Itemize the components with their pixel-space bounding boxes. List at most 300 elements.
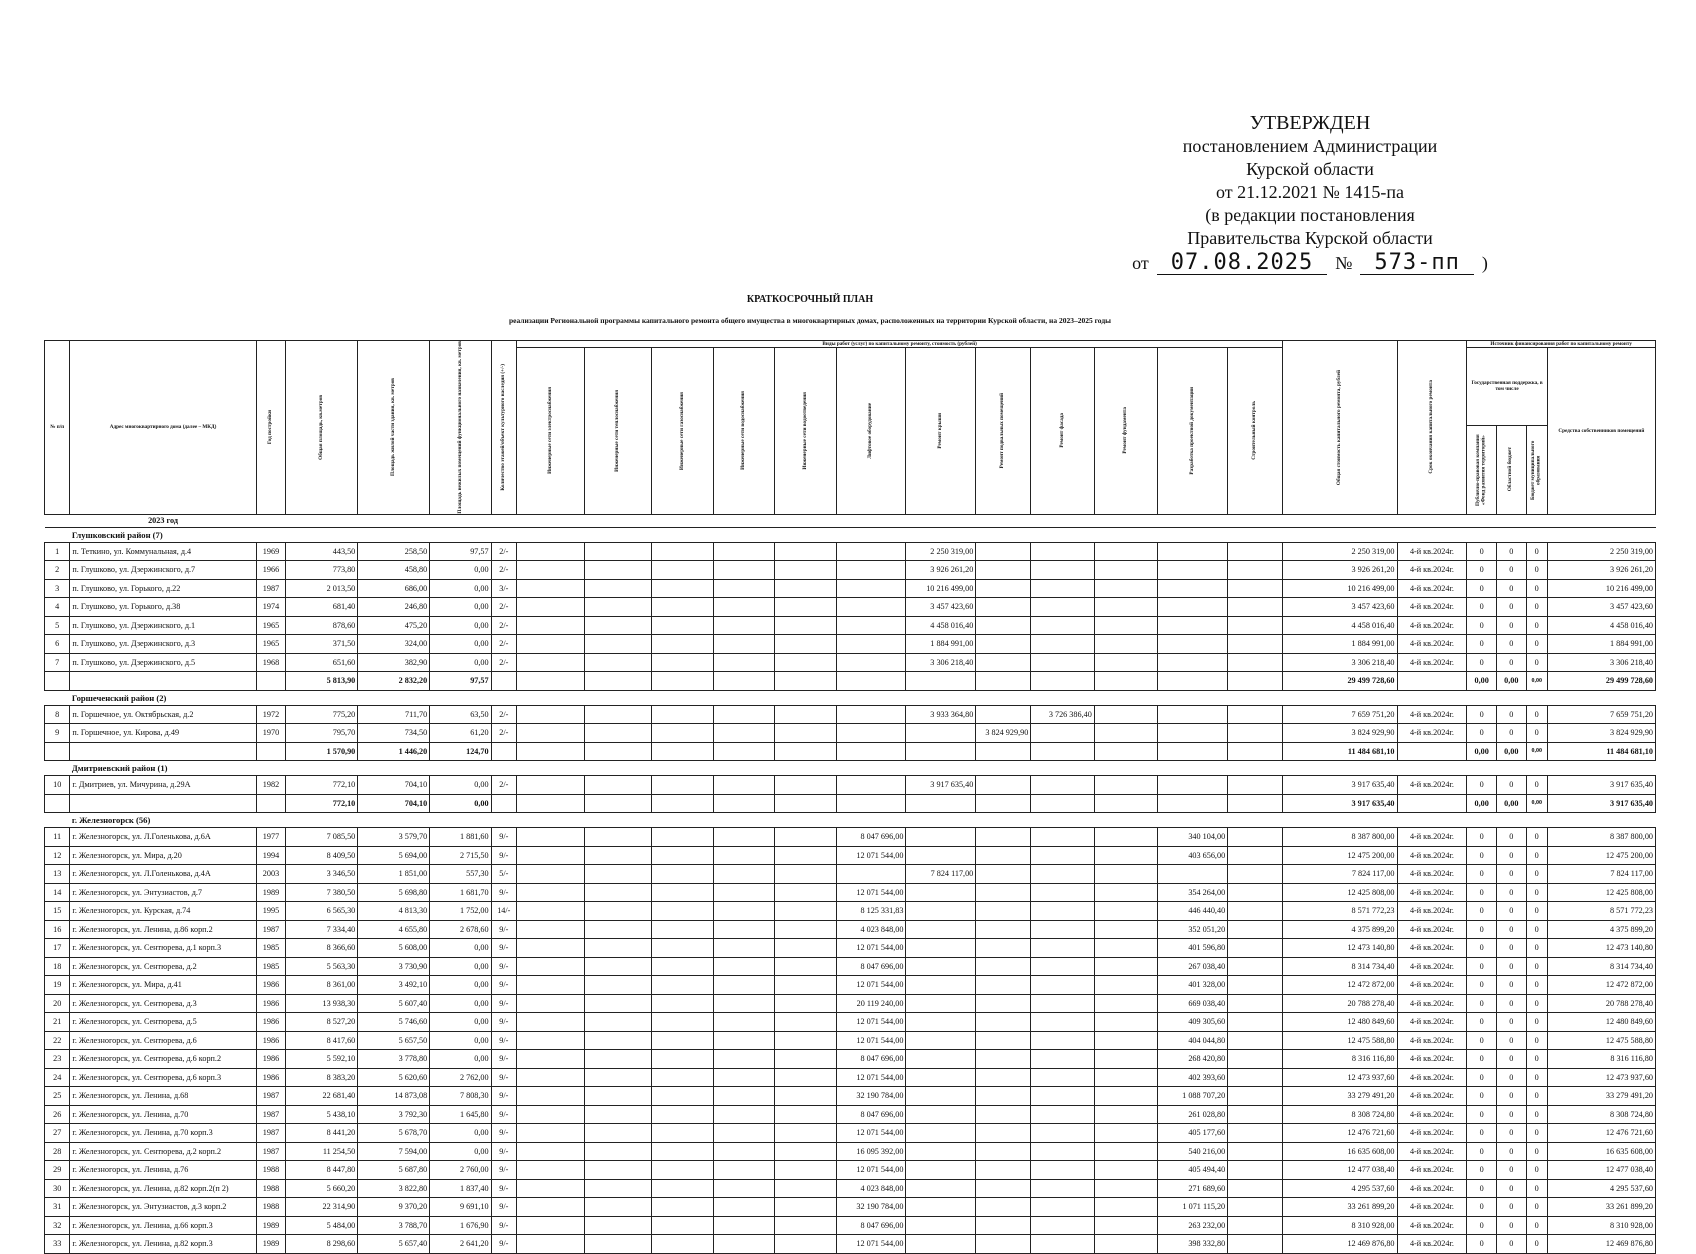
row-year: 1969 bbox=[256, 542, 286, 561]
row-work-empty bbox=[1228, 542, 1283, 561]
row-deadline: 4-й кв.2024г. bbox=[1397, 865, 1467, 884]
header-state-group: Государственная поддержка, в том числе bbox=[1467, 348, 1547, 426]
row-work-empty bbox=[1094, 776, 1158, 795]
section-name: Горшеченский район (2) bbox=[70, 690, 1656, 705]
row-work-empty bbox=[584, 976, 652, 995]
row-work-empty bbox=[1094, 1142, 1158, 1161]
row-floors: 9/- bbox=[491, 1216, 516, 1235]
row-regional: 0 bbox=[1496, 828, 1526, 847]
row-deadline: 4-й кв.2024г. bbox=[1397, 1198, 1467, 1217]
row-res-area: 5 657,40 bbox=[358, 1235, 430, 1254]
row-work-empty bbox=[517, 976, 585, 995]
total-spacer bbox=[70, 742, 256, 761]
row-work-design: 669 038,40 bbox=[1158, 994, 1228, 1013]
total-spacer bbox=[491, 672, 516, 691]
row-work-empty bbox=[584, 1142, 652, 1161]
total-spacer bbox=[976, 742, 1031, 761]
row-work-lift: 8 047 696,00 bbox=[836, 957, 906, 976]
row-nonres-area: 2 641,20 bbox=[430, 1235, 491, 1254]
row-deadline: 4-й кв.2024г. bbox=[1397, 957, 1467, 976]
row-work-empty bbox=[775, 1105, 836, 1124]
row-municipal: 0 bbox=[1526, 616, 1547, 635]
row-fund: 0 bbox=[1467, 994, 1497, 1013]
row-work-empty bbox=[713, 561, 774, 580]
row-work-empty bbox=[584, 994, 652, 1013]
row-regional: 0 bbox=[1496, 939, 1526, 958]
row-fund: 0 bbox=[1467, 542, 1497, 561]
row-number: 23 bbox=[45, 1050, 70, 1069]
row-year: 1986 bbox=[256, 1068, 286, 1087]
row-work-empty bbox=[713, 1105, 774, 1124]
row-owners: 12 476 721,60 bbox=[1547, 1124, 1655, 1143]
row-total-area: 8 361,00 bbox=[286, 976, 358, 995]
row-nonres-area: 2 678,60 bbox=[430, 920, 491, 939]
row-address: п. Глушково, ул. Горького, д.38 bbox=[70, 598, 256, 617]
row-work-empty bbox=[1158, 865, 1228, 884]
row-work-lift: 12 071 544,00 bbox=[836, 1013, 906, 1032]
row-work-empty bbox=[584, 1161, 652, 1180]
row-work-lift: 8 047 696,00 bbox=[836, 1050, 906, 1069]
row-owners: 10 216 499,00 bbox=[1547, 579, 1655, 598]
row-work-empty bbox=[584, 598, 652, 617]
header-work-gas: Инженерные сети газоснабжения bbox=[652, 348, 713, 515]
row-deadline: 4-й кв.2024г. bbox=[1397, 1068, 1467, 1087]
total-spacer bbox=[906, 794, 976, 813]
row-work-design: 1 071 115,20 bbox=[1158, 1198, 1228, 1217]
row-work-empty bbox=[584, 1216, 652, 1235]
row-fund: 0 bbox=[1467, 865, 1497, 884]
table-row bbox=[45, 1179, 1656, 1198]
row-res-area: 3 579,70 bbox=[358, 828, 430, 847]
row-owners: 12 469 876,80 bbox=[1547, 1235, 1655, 1254]
row-total-cost: 12 473 937,60 bbox=[1283, 1068, 1397, 1087]
row-res-area: 5 657,50 bbox=[358, 1031, 430, 1050]
row-work-empty bbox=[584, 1235, 652, 1254]
row-fund: 0 bbox=[1467, 828, 1497, 847]
plan-table-body bbox=[45, 514, 1656, 1253]
header-work-heat: Инженерные сети теплоснабжения bbox=[584, 348, 652, 515]
row-deadline: 4-й кв.2024г. bbox=[1397, 616, 1467, 635]
row-work-empty bbox=[652, 1050, 713, 1069]
row-work-empty bbox=[713, 616, 774, 635]
row-municipal: 0 bbox=[1526, 1105, 1547, 1124]
row-regional: 0 bbox=[1496, 976, 1526, 995]
row-res-area: 686,00 bbox=[358, 579, 430, 598]
row-municipal: 0 bbox=[1526, 1068, 1547, 1087]
row-work-empty bbox=[1228, 1142, 1283, 1161]
row-res-area: 3 822,80 bbox=[358, 1179, 430, 1198]
row-nonres-area: 7 808,30 bbox=[430, 1087, 491, 1106]
header-year: Год постройки bbox=[256, 341, 286, 515]
total-spacer bbox=[1094, 794, 1158, 813]
row-total-cost: 8 310 928,00 bbox=[1283, 1216, 1397, 1235]
row-res-area: 382,90 bbox=[358, 653, 430, 672]
row-nonres-area: 0,00 bbox=[430, 1142, 491, 1161]
row-work-design: 403 656,00 bbox=[1158, 846, 1228, 865]
row-work-empty bbox=[1094, 902, 1158, 921]
row-owners: 8 314 734,40 bbox=[1547, 957, 1655, 976]
row-regional: 0 bbox=[1496, 846, 1526, 865]
row-owners: 8 308 724,80 bbox=[1547, 1105, 1655, 1124]
row-work-empty bbox=[517, 939, 585, 958]
row-nonres-area: 0,00 bbox=[430, 1124, 491, 1143]
row-work-roof: 10 216 499,00 bbox=[906, 579, 976, 598]
row-municipal: 0 bbox=[1526, 1235, 1547, 1254]
total-spacer bbox=[1397, 742, 1467, 761]
row-res-area: 5 620,60 bbox=[358, 1068, 430, 1087]
total-res-area: 2 832,20 bbox=[358, 672, 430, 691]
row-work-empty bbox=[775, 1013, 836, 1032]
row-work-empty bbox=[1094, 865, 1158, 884]
approval-date: 07.08.2025 bbox=[1157, 251, 1327, 275]
total-spacer bbox=[45, 794, 70, 813]
row-work-empty bbox=[976, 542, 1031, 561]
total-spacer bbox=[1094, 742, 1158, 761]
row-deadline: 4-й кв.2024г. bbox=[1397, 542, 1467, 561]
row-year: 1994 bbox=[256, 846, 286, 865]
row-work-design: 1 088 707,20 bbox=[1158, 1087, 1228, 1106]
row-work-lift: 12 071 544,00 bbox=[836, 939, 906, 958]
row-address: г. Железногорск, ул. Сентюрева, д.6 корп.2 bbox=[70, 1050, 256, 1069]
row-work-empty bbox=[1094, 561, 1158, 580]
table-row bbox=[45, 561, 1656, 580]
row-work-empty bbox=[584, 939, 652, 958]
row-work-design: 404 044,80 bbox=[1158, 1031, 1228, 1050]
row-total-area: 5 438,10 bbox=[286, 1105, 358, 1124]
row-work-empty bbox=[713, 1198, 774, 1217]
row-fund: 0 bbox=[1467, 957, 1497, 976]
row-work-empty bbox=[652, 865, 713, 884]
header-sources-group: Источник финансирования работ по капитальному ремонту bbox=[1467, 341, 1656, 348]
row-total-area: 7 380,50 bbox=[286, 883, 358, 902]
row-work-empty bbox=[1094, 846, 1158, 865]
table-row bbox=[45, 705, 1656, 724]
row-year: 1989 bbox=[256, 1216, 286, 1235]
row-res-area: 734,50 bbox=[358, 724, 430, 743]
row-work-empty bbox=[517, 1087, 585, 1106]
table-row bbox=[45, 920, 1656, 939]
row-work-empty bbox=[584, 883, 652, 902]
row-work-empty bbox=[1094, 1198, 1158, 1217]
row-number: 6 bbox=[45, 635, 70, 654]
row-total-area: 6 565,30 bbox=[286, 902, 358, 921]
row-work-empty bbox=[584, 653, 652, 672]
row-address: г. Железногорск, ул. Мира, д.41 bbox=[70, 976, 256, 995]
row-work-empty bbox=[584, 635, 652, 654]
total-spacer bbox=[976, 672, 1031, 691]
row-work-empty bbox=[713, 957, 774, 976]
row-floors: 9/- bbox=[491, 994, 516, 1013]
row-work-empty bbox=[906, 1235, 976, 1254]
row-work-empty bbox=[517, 1142, 585, 1161]
row-work-empty bbox=[1094, 1050, 1158, 1069]
row-work-empty bbox=[775, 561, 836, 580]
row-address: г. Железногорск, ул. Сентюрева, д.6 корп.3 bbox=[70, 1068, 256, 1087]
header-work-foundation: Ремонт фундамента bbox=[1094, 348, 1158, 515]
row-work-empty bbox=[1031, 846, 1095, 865]
row-work-empty bbox=[652, 976, 713, 995]
row-total-cost: 7 659 751,20 bbox=[1283, 705, 1397, 724]
row-owners: 4 375 899,20 bbox=[1547, 920, 1655, 939]
row-work-empty bbox=[1228, 1161, 1283, 1180]
row-work-empty bbox=[976, 616, 1031, 635]
row-work-empty bbox=[775, 724, 836, 743]
row-work-empty bbox=[517, 828, 585, 847]
row-work-empty bbox=[976, 1235, 1031, 1254]
row-work-empty bbox=[517, 1235, 585, 1254]
row-address: п. Теткино, ул. Коммунальная, д.4 bbox=[70, 542, 256, 561]
row-work-design: 405 494,40 bbox=[1158, 1161, 1228, 1180]
header-work-roof: Ремонт крыши bbox=[906, 348, 976, 515]
row-work-empty bbox=[517, 1198, 585, 1217]
total-spacer bbox=[775, 672, 836, 691]
row-work-roof: 2 250 319,00 bbox=[906, 542, 976, 561]
table-row bbox=[45, 635, 1656, 654]
row-work-empty bbox=[1228, 1050, 1283, 1069]
row-total-cost: 4 295 537,60 bbox=[1283, 1179, 1397, 1198]
row-work-empty bbox=[517, 883, 585, 902]
header-total-cost: Общая стоимость капитального ремонта, рублей bbox=[1283, 341, 1397, 515]
row-res-area: 3 792,30 bbox=[358, 1105, 430, 1124]
row-work-empty bbox=[775, 1031, 836, 1050]
row-work-empty bbox=[1228, 1235, 1283, 1254]
row-work-empty bbox=[713, 635, 774, 654]
row-floors: 2/- bbox=[491, 561, 516, 580]
row-floors: 2/- bbox=[491, 776, 516, 795]
row-work-empty bbox=[906, 920, 976, 939]
row-nonres-area: 97,57 bbox=[430, 542, 491, 561]
row-work-empty bbox=[976, 1216, 1031, 1235]
row-work-roof: 3 457 423,60 bbox=[906, 598, 976, 617]
row-fund: 0 bbox=[1467, 1235, 1497, 1254]
section-spacer bbox=[45, 527, 70, 542]
row-work-empty bbox=[713, 1124, 774, 1143]
row-work-empty bbox=[652, 828, 713, 847]
row-work-empty bbox=[713, 994, 774, 1013]
row-number: 33 bbox=[45, 1235, 70, 1254]
row-fund: 0 bbox=[1467, 939, 1497, 958]
row-regional: 0 bbox=[1496, 705, 1526, 724]
header-works-group: Виды работ (услуг) по капитальному ремонту, стоимость (рублей) bbox=[517, 341, 1283, 348]
row-work-empty bbox=[775, 1124, 836, 1143]
row-res-area: 3 788,70 bbox=[358, 1216, 430, 1235]
row-number: 22 bbox=[45, 1031, 70, 1050]
row-work-empty bbox=[775, 1068, 836, 1087]
row-nonres-area: 557,30 bbox=[430, 865, 491, 884]
row-work-empty bbox=[976, 883, 1031, 902]
row-work-empty bbox=[584, 579, 652, 598]
total-spacer bbox=[652, 742, 713, 761]
row-owners: 12 475 588,80 bbox=[1547, 1031, 1655, 1050]
row-regional: 0 bbox=[1496, 902, 1526, 921]
row-owners: 12 480 849,60 bbox=[1547, 1013, 1655, 1032]
row-work-empty bbox=[584, 957, 652, 976]
row-nonres-area: 2 760,00 bbox=[430, 1161, 491, 1180]
row-deadline: 4-й кв.2024г. bbox=[1397, 724, 1467, 743]
row-fund: 0 bbox=[1467, 776, 1497, 795]
row-number: 1 bbox=[45, 542, 70, 561]
row-work-empty bbox=[713, 542, 774, 561]
row-work-empty bbox=[713, 653, 774, 672]
row-work-empty bbox=[652, 598, 713, 617]
row-municipal: 0 bbox=[1526, 598, 1547, 617]
row-work-empty bbox=[713, 1142, 774, 1161]
date-prefix: от bbox=[1132, 253, 1149, 273]
row-regional: 0 bbox=[1496, 994, 1526, 1013]
row-fund: 0 bbox=[1467, 1087, 1497, 1106]
row-floors: 2/- bbox=[491, 724, 516, 743]
total-spacer bbox=[1031, 672, 1095, 691]
row-floors: 2/- bbox=[491, 542, 516, 561]
total-spacer bbox=[836, 672, 906, 691]
table-row bbox=[45, 1013, 1656, 1032]
row-work-empty bbox=[976, 1198, 1031, 1217]
row-owners: 12 477 038,40 bbox=[1547, 1161, 1655, 1180]
total-spacer bbox=[1397, 794, 1467, 813]
row-work-empty bbox=[517, 902, 585, 921]
row-floors: 9/- bbox=[491, 939, 516, 958]
row-fund: 0 bbox=[1467, 902, 1497, 921]
total-spacer bbox=[584, 794, 652, 813]
row-res-area: 3 730,90 bbox=[358, 957, 430, 976]
row-work-empty bbox=[976, 1105, 1031, 1124]
row-floors: 9/- bbox=[491, 846, 516, 865]
row-work-empty bbox=[652, 542, 713, 561]
row-work-empty bbox=[1094, 1216, 1158, 1235]
row-work-empty bbox=[517, 994, 585, 1013]
row-work-empty bbox=[1228, 883, 1283, 902]
row-fund: 0 bbox=[1467, 1179, 1497, 1198]
section-spacer bbox=[45, 813, 70, 828]
total-fund: 0,00 bbox=[1467, 742, 1497, 761]
row-regional: 0 bbox=[1496, 920, 1526, 939]
row-fund: 0 bbox=[1467, 1124, 1497, 1143]
row-work-empty bbox=[836, 776, 906, 795]
table-row bbox=[45, 542, 1656, 561]
row-work-empty bbox=[1094, 1031, 1158, 1050]
row-total-area: 772,10 bbox=[286, 776, 358, 795]
row-work-empty bbox=[584, 1105, 652, 1124]
row-work-design: 263 232,00 bbox=[1158, 1216, 1228, 1235]
row-municipal: 0 bbox=[1526, 1087, 1547, 1106]
row-year: 1989 bbox=[256, 883, 286, 902]
row-work-empty bbox=[517, 635, 585, 654]
row-address: г. Железногорск, ул. Сентюрева, д.2 bbox=[70, 957, 256, 976]
total-fund: 0,00 bbox=[1467, 794, 1497, 813]
row-deadline: 4-й кв.2024г. bbox=[1397, 1161, 1467, 1180]
row-total-area: 5 660,20 bbox=[286, 1179, 358, 1198]
row-deadline: 4-й кв.2024г. bbox=[1397, 994, 1467, 1013]
row-work-empty bbox=[906, 1124, 976, 1143]
row-work-empty bbox=[976, 579, 1031, 598]
row-work-empty bbox=[584, 920, 652, 939]
row-work-empty bbox=[1094, 1105, 1158, 1124]
row-number: 30 bbox=[45, 1179, 70, 1198]
row-year: 1986 bbox=[256, 976, 286, 995]
row-work-roof: 4 458 016,40 bbox=[906, 616, 976, 635]
row-address: п. Горшечное, ул. Кирова, д.49 bbox=[70, 724, 256, 743]
row-total-cost: 4 458 016,40 bbox=[1283, 616, 1397, 635]
row-work-empty bbox=[517, 1124, 585, 1143]
row-municipal: 0 bbox=[1526, 957, 1547, 976]
row-work-empty bbox=[1094, 1087, 1158, 1106]
row-municipal: 0 bbox=[1526, 883, 1547, 902]
row-work-empty bbox=[652, 724, 713, 743]
table-row bbox=[45, 865, 1656, 884]
row-municipal: 0 bbox=[1526, 920, 1547, 939]
total-cost: 3 917 635,40 bbox=[1283, 794, 1397, 813]
row-total-cost: 12 475 200,00 bbox=[1283, 846, 1397, 865]
row-work-empty bbox=[1228, 635, 1283, 654]
row-work-design: 409 305,60 bbox=[1158, 1013, 1228, 1032]
row-fund: 0 bbox=[1467, 561, 1497, 580]
row-work-empty bbox=[1031, 920, 1095, 939]
row-total-cost: 20 788 278,40 bbox=[1283, 994, 1397, 1013]
row-work-empty bbox=[775, 957, 836, 976]
row-owners: 8 316 116,80 bbox=[1547, 1050, 1655, 1069]
row-work-empty bbox=[775, 1142, 836, 1161]
table-row bbox=[45, 902, 1656, 921]
row-deadline: 4-й кв.2024г. bbox=[1397, 598, 1467, 617]
total-regional: 0,00 bbox=[1496, 672, 1526, 691]
row-number: 27 bbox=[45, 1124, 70, 1143]
row-address: г. Железногорск, ул. Ленина, д.70 bbox=[70, 1105, 256, 1124]
row-work-empty bbox=[713, 883, 774, 902]
row-deadline: 4-й кв.2024г. bbox=[1397, 1031, 1467, 1050]
row-municipal: 0 bbox=[1526, 1198, 1547, 1217]
row-total-cost: 3 306 218,40 bbox=[1283, 653, 1397, 672]
header-work-electric: Инженерные сети электроснабжения bbox=[517, 348, 585, 515]
row-res-area: 5 678,70 bbox=[358, 1124, 430, 1143]
plan-table bbox=[44, 340, 1656, 1254]
row-floors: 9/- bbox=[491, 1142, 516, 1161]
row-address: г. Железногорск, ул. Ленина, д.66 корп.3 bbox=[70, 1216, 256, 1235]
row-work-empty bbox=[517, 776, 585, 795]
row-work-empty bbox=[1031, 616, 1095, 635]
row-work-empty bbox=[775, 1161, 836, 1180]
row-work-empty bbox=[517, 1031, 585, 1050]
row-owners: 2 250 319,00 bbox=[1547, 542, 1655, 561]
row-deadline: 4-й кв.2024г. bbox=[1397, 1235, 1467, 1254]
row-work-empty bbox=[652, 776, 713, 795]
row-work-empty bbox=[584, 1068, 652, 1087]
row-work-design: 401 328,00 bbox=[1158, 976, 1228, 995]
row-regional: 0 bbox=[1496, 1050, 1526, 1069]
row-work-empty bbox=[652, 616, 713, 635]
row-work-empty bbox=[584, 724, 652, 743]
row-work-empty bbox=[1158, 561, 1228, 580]
row-work-empty bbox=[1031, 635, 1095, 654]
row-deadline: 4-й кв.2024г. bbox=[1397, 939, 1467, 958]
table-row bbox=[45, 616, 1656, 635]
total-owners: 3 917 635,40 bbox=[1547, 794, 1655, 813]
total-spacer bbox=[713, 794, 774, 813]
row-floors: 9/- bbox=[491, 1124, 516, 1143]
row-work-empty bbox=[1031, 1216, 1095, 1235]
row-work-empty bbox=[1031, 1124, 1095, 1143]
section-header bbox=[45, 761, 1656, 776]
row-work-empty bbox=[906, 902, 976, 921]
total-regional: 0,00 bbox=[1496, 742, 1526, 761]
row-work-empty bbox=[584, 1124, 652, 1143]
row-work-empty bbox=[1094, 1068, 1158, 1087]
row-regional: 0 bbox=[1496, 1013, 1526, 1032]
row-work-empty bbox=[517, 846, 585, 865]
row-year: 1987 bbox=[256, 1105, 286, 1124]
row-work-empty bbox=[1094, 994, 1158, 1013]
row-work-empty bbox=[1094, 1124, 1158, 1143]
total-spacer bbox=[836, 742, 906, 761]
